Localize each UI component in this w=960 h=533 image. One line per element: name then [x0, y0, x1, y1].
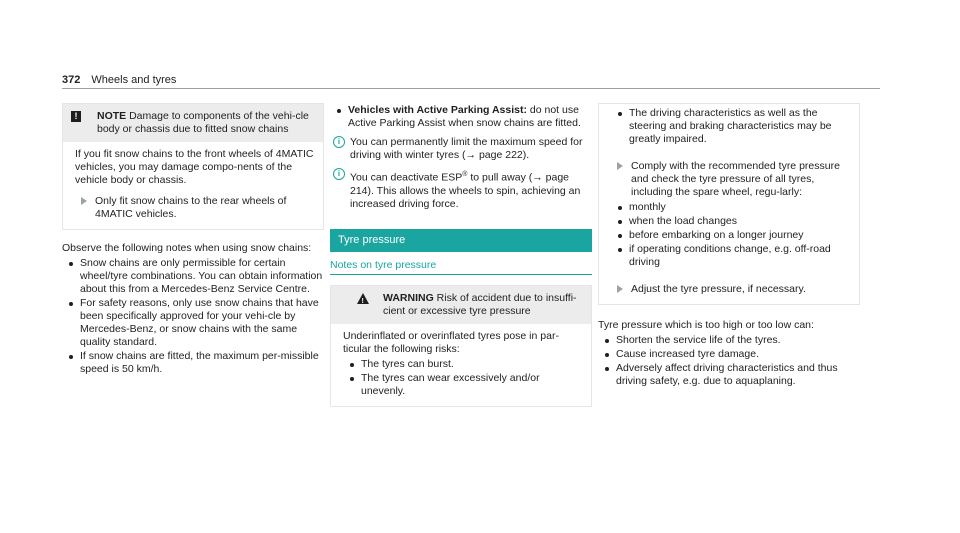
- warning-risks-list: [343, 358, 583, 398]
- note-body: [63, 142, 323, 229]
- note-label: NOTE: [97, 110, 127, 122]
- note-step: [75, 195, 315, 221]
- tyre-pressure-effects-list: [598, 334, 860, 388]
- list-item: Adversely affect driving characteristics and thus driving safety, e.g. due to aquaplaning.: [598, 362, 860, 388]
- note-body-text: If you fit snow chains to the front wheels of 4MATIC vehicles, you may damage compo-nents of the vehicle body or chassis.: [75, 148, 314, 186]
- note-header: [63, 104, 323, 142]
- list-item: Shorten the service life of the tyres.: [598, 334, 860, 347]
- warning-risks-list-continued: [611, 107, 851, 146]
- bullet-icon: [69, 262, 73, 266]
- list-item: if operating conditions change, e.g. off-road driving: [611, 243, 851, 269]
- list-item: Vehicles with Active Parking Assist: do not use Active Parking Assist when snow chains are fitted.: [330, 104, 592, 130]
- list-item: The tyres can burst.: [343, 358, 583, 371]
- note-icon: !: [71, 111, 81, 122]
- page-number: 372: [62, 74, 81, 86]
- snow-chains-list: [62, 257, 324, 376]
- bullet-icon: [350, 363, 354, 367]
- page-header: [62, 74, 176, 87]
- list-item: If snow chains are fitted, the maximum per-missible speed is 50 km/h.: [62, 350, 324, 376]
- section-title: Wheels and tyres: [91, 74, 177, 86]
- column-2: [330, 103, 592, 407]
- list-item: when the load changes: [611, 215, 851, 228]
- bullet-icon: [69, 302, 73, 306]
- snow-chains-intro: Observe the following notes when using snow chains:: [62, 242, 312, 254]
- list-item: before embarking on a longer journey: [611, 229, 851, 242]
- note-text: Damage to components of the vehi-cle body or chassis due to fitted snow chains: [97, 110, 309, 135]
- bullet-icon: [618, 234, 622, 238]
- list-item: Cause increased tyre damage.: [598, 348, 860, 361]
- bullet-icon: [618, 112, 622, 116]
- list-item: For safety reasons, only use snow chains that have been specifically approved for your vehi-cle by Mercedes-Benz, or snow chains with the same quality standard.: [62, 297, 324, 349]
- warning-header: [331, 286, 591, 324]
- bullet-icon: [69, 355, 73, 359]
- adjust-pressure-step: Adjust the tyre pressure, if necessary.: [611, 283, 851, 296]
- bullet-icon: [337, 109, 341, 113]
- bullet-icon: [605, 353, 609, 357]
- tyre-pressure-heading: Tyre pressure: [330, 229, 592, 252]
- list-item: monthly: [611, 201, 851, 214]
- tyre-pressure-subheading: Notes on tyre pressure: [330, 259, 592, 275]
- check-occasions-list: [611, 201, 851, 269]
- warning-body: [331, 324, 591, 406]
- bullet-icon: [618, 248, 622, 252]
- warning-box: [330, 285, 592, 407]
- warning-box-continued: [598, 103, 860, 305]
- warning-body-text: Underinflated or overinflated tyres pose in par-ticular the following risks:: [343, 329, 559, 355]
- arrow-right-icon: [617, 162, 623, 170]
- note-step-text: Only fit snow chains to the rear wheels of 4MATIC vehicles.: [95, 195, 287, 220]
- bullet-icon: [618, 206, 622, 210]
- warning-triangle-icon: [357, 293, 369, 304]
- warning-text: Risk of accident due to insuffi-cient or excessive tyre pressure: [383, 291, 577, 317]
- bullet-icon: [605, 367, 609, 371]
- tyre-pressure-intro: Tyre pressure which is too high or too low can:: [598, 319, 814, 331]
- warning-label: WARNING: [383, 291, 434, 304]
- header-divider: [62, 88, 880, 89]
- arrow-right-icon: [617, 285, 623, 293]
- bullet-icon: [605, 339, 609, 343]
- info-icon: i: [333, 136, 345, 148]
- column-1: [62, 103, 324, 376]
- bullet-icon: [350, 377, 354, 381]
- arrow-right-icon: [81, 197, 87, 205]
- info-icon: i: [333, 168, 345, 180]
- list-item: The tyres can wear excessively and/or unevenly.: [343, 372, 583, 398]
- bullet-icon: [618, 220, 622, 224]
- info-note-esp: i You can deactivate ESP® to pull away (→ page 214). This allows the wheels to spin, achieving an increased driving force.: [330, 168, 592, 211]
- list-item: The driving characteristics as well as the steering and braking characteristics may be greatly impaired.: [611, 107, 851, 146]
- list-item: Snow chains are only permissible for certain wheel/tyre combinations. You can obtain information about this from a Mercedes-Benz Service Centre.: [62, 257, 324, 296]
- check-pressure-step: Comply with the recommended tyre pressure and check the tyre pressure of all tyres, including the spare wheel, regu-larly:: [611, 160, 851, 199]
- note-box: [62, 103, 324, 230]
- info-note-speed: i You can permanently limit the maximum speed for driving with winter tyres (→ page 222).: [330, 136, 592, 162]
- parking-assist-list: [330, 104, 592, 130]
- column-3: [598, 103, 860, 388]
